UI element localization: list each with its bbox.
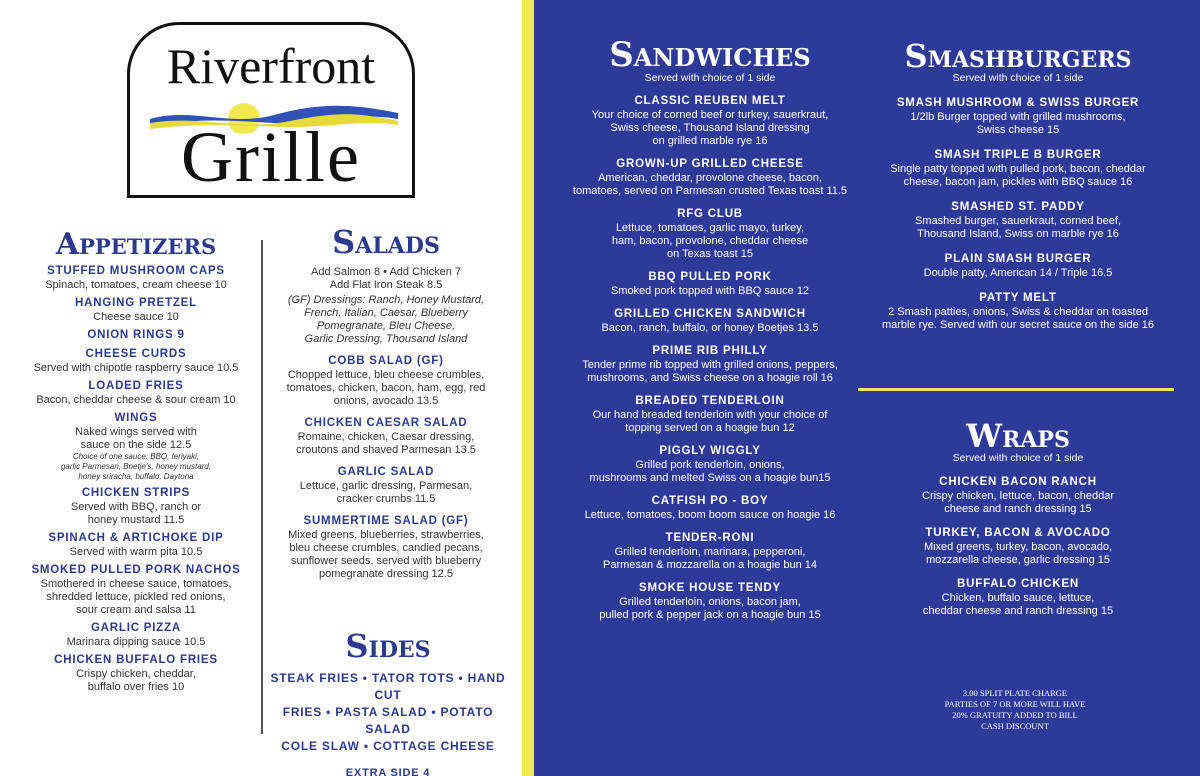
menu-item-name: GARLIC PIZZA <box>90 622 182 634</box>
sandwiches-list <box>550 94 870 622</box>
salad-addons <box>266 266 506 292</box>
menu-item <box>860 577 1176 618</box>
menu-item-description: Smoked pork topped with BBQ sauce 12 <box>610 285 810 297</box>
wraps-title: Wraps <box>966 417 1070 455</box>
menu-item-description: Parmesan & mozzarella on a hoagie bun 14 <box>602 559 818 571</box>
menu-item <box>14 296 258 324</box>
menu-item-description: Marinara dipping sauce 10.5 <box>66 636 206 648</box>
salad-dressings <box>266 294 506 346</box>
menu-item-name: CHICKEN STRIPS <box>81 487 191 499</box>
menu-item <box>550 307 870 335</box>
menu-item <box>550 444 870 485</box>
menu-item-description: Bacon, ranch, buffalo, or honey Boetjes 13.5 <box>601 322 819 334</box>
menu-item-description: Double patty, American 14 / Triple 16.5 <box>923 267 1113 279</box>
menu-item-description: Lettuce, tomatoes, boom boom sauce on hoagie 16 <box>584 509 836 521</box>
menu-item-name: GRILLED CHICKEN SANDWICH <box>614 308 806 320</box>
menu-item-name: CLASSIC REUBEN MELT <box>634 95 786 107</box>
appetizers-title: Appetizers <box>55 227 217 262</box>
menu-item-description: topping served on a hoagie bun 12 <box>625 422 795 434</box>
menu-item-description: Chicken, buffalo sauce, lettuce, <box>941 592 1095 604</box>
logo-line-2: Grille <box>181 117 361 197</box>
menu-item-description: 1/2lb Burger topped with grilled mushrooms, <box>910 111 1126 123</box>
menu-item-description: sauce on the side 12.5 <box>80 439 192 451</box>
menu-item <box>860 291 1176 332</box>
sandwiches-section <box>550 35 870 622</box>
menu-item-description: cheese, bacon jam, pickles with BBQ sauce 16 <box>903 176 1133 188</box>
menu-item-description: Mixed greens, turkey, bacon, avocado, <box>923 541 1113 553</box>
wraps-list <box>860 475 1176 618</box>
menu-item-name: CHICKEN CAESAR SALAD <box>304 417 468 429</box>
menu-item-name: SUMMERTIME SALAD (GF) <box>303 515 469 527</box>
appetizers-list <box>14 264 258 694</box>
menu-item <box>860 96 1176 137</box>
menu-item-name: BBQ PULLED PORK <box>648 271 772 283</box>
menu-item-name: BREADED TENDERLOIN <box>635 395 785 407</box>
menu-item-description: mozzarella cheese, garlic dressing 15 <box>925 554 1111 566</box>
menu-item-name: SMASHED ST. PADDY <box>951 201 1085 213</box>
menu-item <box>550 94 870 148</box>
menu-item-description: cheese and ranch dressing 15 <box>944 503 1092 515</box>
menu-item-description: Our hand breaded tenderloin with your choice of <box>592 409 828 421</box>
menu-item <box>550 344 870 385</box>
extra-side: EXTRA SIDE 4 <box>345 767 431 776</box>
menu-item-description: Chopped lettuce, bleu cheese crumbles, <box>287 369 485 381</box>
section-divider <box>858 388 1174 391</box>
menu-item-description: Thousand Island, Swiss on marble rye 16 <box>917 228 1119 240</box>
menu-item-description: Smashed burger, sauerkraut, corned beef, <box>914 215 1122 227</box>
menu-item <box>14 486 258 527</box>
yellow-accent-bar <box>522 0 534 776</box>
menu-item-description: on grilled marble rye 16 <box>652 135 768 147</box>
sides-title: Sides <box>345 627 431 665</box>
wraps-section <box>860 417 1176 618</box>
menu-item-name: PRIME RIB PHILLY <box>652 345 768 357</box>
menu-item <box>860 475 1176 516</box>
menu-item-name: STUFFED MUSHROOM CAPS <box>47 265 225 277</box>
smashburgers-section <box>860 37 1176 332</box>
menu-item-note: garlic Parmesan, Boetje's, honey mustard, <box>60 462 212 471</box>
menu-item-description: Grilled tenderloin, marinara, pepperoni, <box>614 546 806 558</box>
menu-item-description: Romaine, chicken, Caesar dressing, <box>297 431 475 443</box>
menu-item-note: Choice of one sauce: BBQ, teriyaki, <box>72 452 200 461</box>
menu-item <box>550 270 870 298</box>
menu-item-description: Naked wings served with <box>75 426 197 438</box>
menu-item-description: croutons and shaved Parmesan 13.5 <box>296 444 476 456</box>
sides-line: STEAK FRIES • TATOR TOTS • HAND CUT <box>270 671 506 702</box>
menu-item-description: Your choice of corned beef or turkey, sauerkraut, <box>591 109 829 121</box>
column-divider <box>261 240 263 734</box>
menu-item-description: Smothered in cheese sauce, tomatoes, <box>40 578 232 590</box>
menu-item-description: Bacon, cheddar cheese & sour cream 10 <box>36 394 236 406</box>
menu-item-description: tomatoes, served on Parmesan crusted Texas toast 11.5 <box>572 185 848 197</box>
menu-item <box>550 581 870 622</box>
menu-item-description: Grilled pork tenderloin, onions, <box>635 459 785 471</box>
menu-item <box>860 526 1176 567</box>
salad-dressing-line: (GF) Dressings: Ranch, Honey Mustard, <box>287 294 485 306</box>
logo-line-1: Riverfront <box>166 38 376 94</box>
menu-item-description: ham, bacon, provolone, cheddar cheese <box>611 235 809 247</box>
menu-item <box>14 328 258 343</box>
sides-line: FRIES • PASTA SALAD • POTATO SALAD <box>282 705 494 736</box>
menu-item-name: ONION RINGS 9 <box>87 329 185 341</box>
menu-item-name: HANGING PRETZEL <box>75 297 197 309</box>
menu-item <box>14 379 258 407</box>
menu-item-name: CHICKEN BACON RANCH <box>939 476 1097 488</box>
menu-item <box>550 394 870 435</box>
menu-item-description: shredded lettuce, pickled red onions, <box>46 591 226 603</box>
menu-item-description: sour cream and salsa 11 <box>76 604 196 616</box>
footer-note <box>900 688 1130 732</box>
menu-item-description: Tender prime rib topped with grilled onions, peppers, <box>582 359 838 371</box>
menu-item-name: SPINACH & ARTICHOKE DIP <box>48 532 224 544</box>
menu-item-name: PATTY MELT <box>979 292 1057 304</box>
menu-item <box>550 157 870 198</box>
menu-item-description: Served with chipotle raspberry sauce 10.5 <box>33 362 239 374</box>
menu-item <box>266 354 506 408</box>
menu-item-description: Cheese sauce 10 <box>93 311 179 323</box>
menu-item-name: TENDER-RONI <box>665 532 755 544</box>
salad-addon-line: Add Flat Iron Steak 8.5 <box>329 279 443 291</box>
menu-item-name: GARLIC SALAD <box>337 466 435 478</box>
menu-item <box>266 514 506 581</box>
menu-item <box>860 200 1176 241</box>
menu-item-description: onions, avocado 13.5 <box>333 395 439 407</box>
menu-item-description: mushrooms, and Swiss cheese on a hoagie roll 16 <box>587 372 833 384</box>
salad-dressing-line: Pomegranate, Bleu Cheese, <box>316 320 456 332</box>
menu-item <box>14 264 258 292</box>
menu-item-name: PIGGLY WIGGLY <box>659 445 761 457</box>
menu-item-description: Swiss cheese, Thousand Island dressing <box>610 122 810 134</box>
menu-item <box>550 494 870 522</box>
menu-item-description: Mixed greens, blueberries, strawberries, <box>288 529 484 541</box>
smashburgers-list <box>860 96 1176 332</box>
menu-item <box>14 411 258 482</box>
menu-item <box>266 465 506 506</box>
menu-item-description: marble rye. Served with our secret sauce on the side 16 <box>881 319 1155 331</box>
menu-item-name: CHICKEN BUFFALO FRIES <box>54 654 218 666</box>
salads-title: Salads <box>332 223 440 261</box>
menu-item-description: cheddar cheese and ranch dressing 15 <box>922 605 1114 617</box>
menu-item-description: pulled pork & pepper jack on a hoagie bun 15 <box>599 609 821 621</box>
menu-item-description: 2 Smash patties, onions, Swiss & cheddar on toasted <box>888 306 1148 318</box>
menu-item-description: American, cheddar, provolone cheese, bacon, <box>598 172 822 184</box>
menu-item-description: on Texas toast 15 <box>666 248 754 260</box>
menu-item-description: Lettuce, tomatoes, garlic mayo, turkey, <box>615 222 805 234</box>
sandwiches-title: Sandwiches <box>609 35 811 75</box>
menu-item-description: buffalo over fries 10 <box>87 681 185 693</box>
menu-item-name: SMASH MUSHROOM & SWISS BURGER <box>896 97 1140 109</box>
menu-item-description: pomegranate dressing 12.5 <box>319 568 453 580</box>
menu-item-name: TURKEY, BACON & AVOCADO <box>925 527 1111 539</box>
salad-dressing-line: French, Italian, Caesar, Blueberry <box>304 307 468 319</box>
menu-item <box>14 531 258 559</box>
sides-line: COLE SLAW • COTTAGE CHEESE <box>281 739 495 753</box>
menu-item-description: Lettuce, garlic dressing, Parmesan, <box>299 480 473 492</box>
sides-list <box>266 670 510 755</box>
menu-item-name: CHEESE CURDS <box>85 348 187 360</box>
footer-note-line: PARTIES OF 7 OR MORE WILL HAVE <box>944 699 1086 709</box>
menu-item-description: Single patty topped with pulled pork, bacon, cheddar <box>890 163 1146 175</box>
wraps-subtitle: Served with choice of 1 side <box>952 452 1084 464</box>
menu-item-name: SMOKE HOUSE TENDY <box>638 582 782 594</box>
menu-item <box>14 563 258 617</box>
menu-item-name: SMOKED PULLED PORK NACHOS <box>31 564 241 576</box>
menu-item-note: honey sriracha, buffalo, Daytona <box>78 472 194 481</box>
menu-item <box>550 207 870 261</box>
menu-item-name: WINGS <box>114 412 158 424</box>
menu-item-description: Crispy chicken, lettuce, bacon, cheddar <box>922 490 1114 502</box>
menu-item-name: COBB SALAD (GF) <box>328 355 444 367</box>
menu-item-description: Grilled tenderloin, onions, bacon jam, <box>619 596 801 608</box>
menu-item-description: mushrooms and melted Swiss on a hoagie bun15 <box>589 472 831 484</box>
salads-list <box>266 354 506 581</box>
menu-item-description: bleu cheese crumbles, candied pecans, <box>289 542 483 554</box>
menu-item-name: GROWN-UP GRILLED CHEESE <box>616 158 804 170</box>
left-panel <box>0 0 522 776</box>
footer-note-line: 20% GRATUITY ADDED TO BILL <box>952 710 1078 720</box>
salads-section <box>266 223 506 581</box>
salad-dressing-line: Garlic Dressing, Thousand Island <box>304 333 468 345</box>
footer-note-line: CASH DISCOUNT <box>981 721 1049 731</box>
menu-item-name: BUFFALO CHICKEN <box>957 578 1079 590</box>
menu-item-name: RFG CLUB <box>677 208 743 220</box>
footer-note-line: 3.00 SPLIT PLATE CHARGE <box>962 688 1068 698</box>
menu-item-name: PLAIN SMASH BURGER <box>944 253 1092 265</box>
menu-item-name: LOADED FRIES <box>88 380 184 392</box>
menu-item <box>860 148 1176 189</box>
sides-section <box>266 627 510 776</box>
appetizers-section <box>14 227 258 694</box>
menu-item-description: Crispy chicken, cheddar, <box>76 668 196 680</box>
menu-item-description: honey mustard 11.5 <box>87 514 185 526</box>
sandwiches-subtitle: Served with choice of 1 side <box>644 72 776 84</box>
menu-item <box>14 653 258 694</box>
salad-addon-line: Add Salmon 8 • Add Chicken 7 <box>311 266 461 278</box>
menu-item-name: SMASH TRIPLE B BURGER <box>934 149 1102 161</box>
menu-item-description: sunflower seeds, served with blueberry <box>290 555 482 567</box>
menu-item-description: tomatoes, chicken, bacon, ham, egg, red <box>286 382 486 394</box>
restaurant-logo <box>127 22 415 198</box>
menu-item-description: Spinach, tomatoes, cream cheese 10 <box>45 279 227 291</box>
menu-item <box>14 347 258 375</box>
menu-item-description: Served with BBQ, ranch or <box>70 501 202 513</box>
menu-item-description: cracker crumbs 11.5 <box>336 493 436 505</box>
menu-item-name: CATFISH PO - BOY <box>651 495 769 507</box>
smashburgers-subtitle: Served with choice of 1 side <box>952 72 1084 84</box>
smashburgers-title: Smashburgers <box>904 37 1132 75</box>
menu-item <box>550 531 870 572</box>
menu-item <box>266 416 506 457</box>
menu-item <box>14 621 258 649</box>
menu-item <box>860 252 1176 280</box>
menu-item-description: Swiss cheese 15 <box>976 124 1060 136</box>
menu-item-description: Served with warm pita 10.5 <box>69 546 203 558</box>
